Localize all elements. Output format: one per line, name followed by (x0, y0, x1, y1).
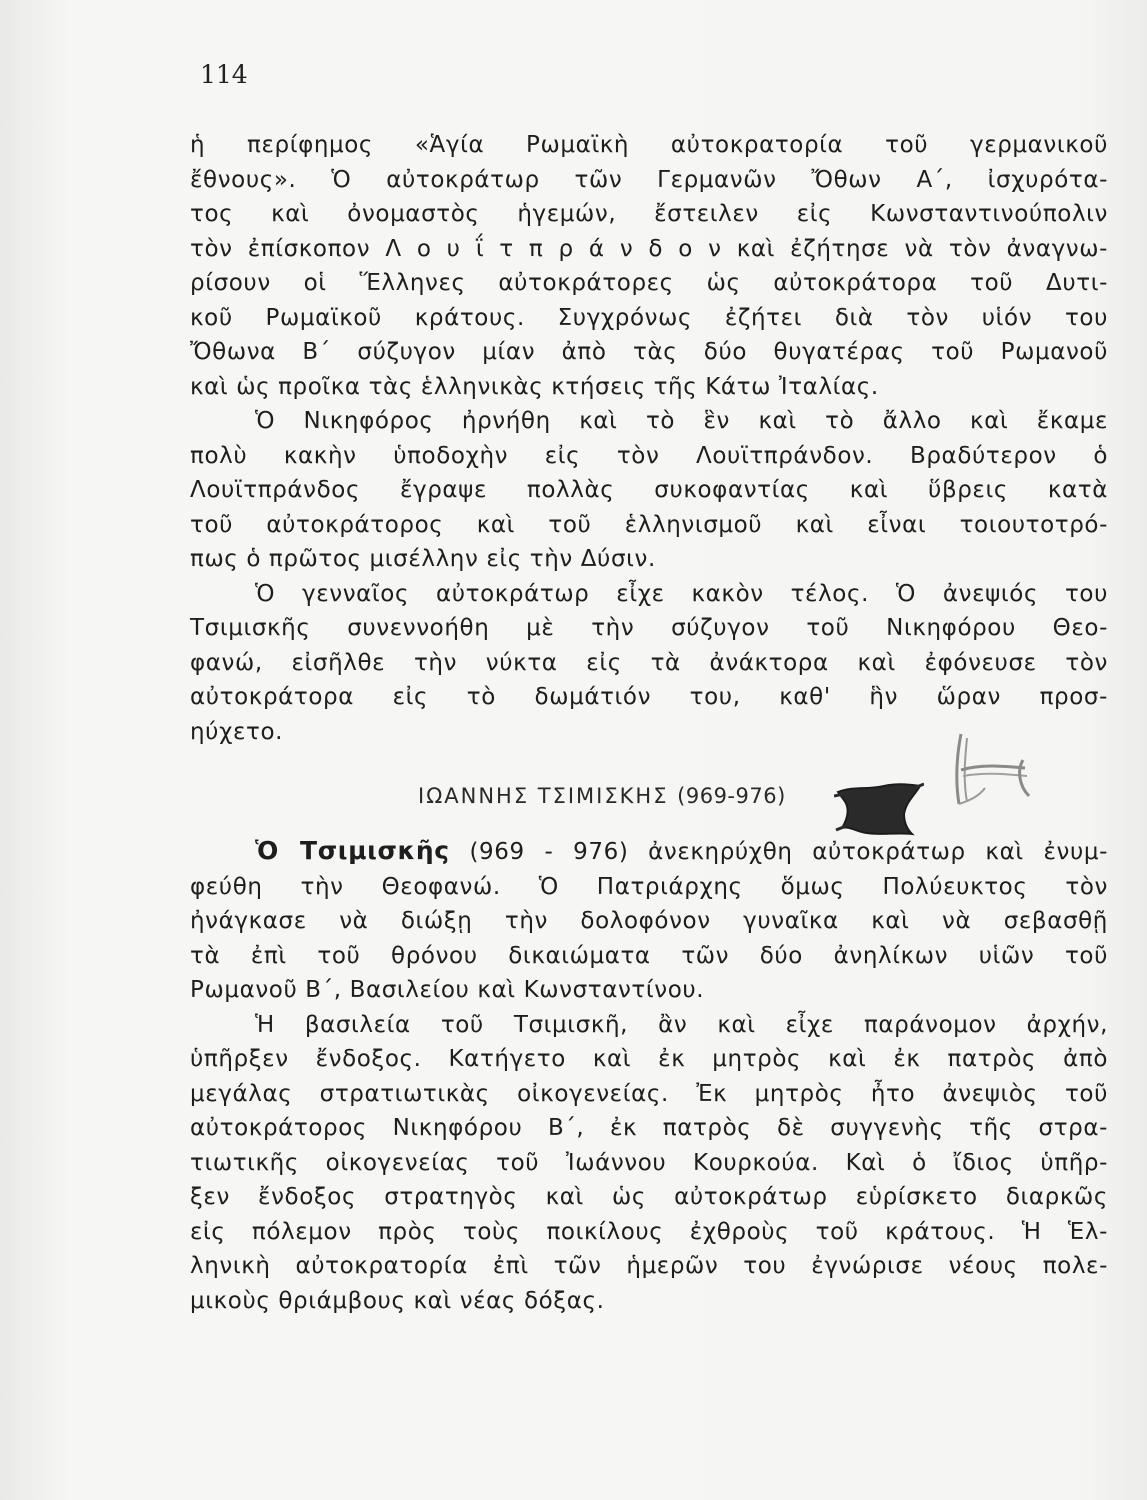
text-line: πως ὁ πρῶτος μισέλλην εἰς τὴν Δύσιν. (190, 546, 656, 572)
paragraph-first-line: Ὁ Νικηφόρος ἠρνήθη καὶ τὸ ἓν καὶ τὸ ἄλλο καὶ ἔκαμε (255, 408, 1108, 434)
text-line: Ὄθωνα Β΄ σύζυγον μίαν ἀπὸ τὰς δύο θυγατέρας τοῦ Ρωμανοῦ (190, 339, 1108, 365)
text-line: φανώ, εἰσῆλθε τὴν νύκτα εἰς τὰ ἀνάκτορα καὶ ἐφόνευσε τὸν (190, 649, 1108, 676)
text-line: τοῦ αὐτοκράτορος καὶ τοῦ ἑλληνισμοῦ καὶ εἶναι τοιουτοτρό- (190, 511, 1108, 538)
text-line: ὑπῆρξεν ἔνδοξος. Κατήγετο καὶ ἐκ μητρὸς καὶ ἐκ πατρὸς ἀπὸ (190, 1046, 1108, 1072)
text-line: αὐτοκράτορος Νικηφόρου Β΄, ἐκ πατρὸς δὲ συγγενὴς τῆς στρα- (190, 1115, 1108, 1141)
text-line: ἡ περίφημος «Ἁγία Ρωμαϊκὴ αὐτοκρατορία τοῦ γερμανικοῦ (190, 132, 1108, 158)
text-line: μικοὺς θριάμβους καὶ νέας δόξας. (190, 1287, 605, 1314)
lead-line-rest: (969 - 976) ἀνεκηρύχθη αὐτοκράτωρ καὶ ἐνυμ- (449, 839, 1108, 865)
text-line: τὰ ἐπὶ τοῦ θρόνου δικαιώματα τῶν δύο ἀνηλίκων υἱῶν τοῦ (190, 942, 1108, 969)
text-line: τος καὶ ὀνομαστὸς ἡγεμών, ἔστειλεν εἰς Κωνσταντινούπολιν (190, 201, 1108, 227)
paragraph-first-line: Ὁ γενναῖος αὐτοκράτωρ εἶχε κακὸν τέλος. Ὁ ἀνεψιός του (255, 580, 1108, 607)
text-line: Ρωμανοῦ Β΄, Βασιλείου καὶ Κωνσταντίνου. (190, 977, 705, 1003)
text-line: ἔθνους». Ὁ αὐτοκράτωρ τῶν Γερμανῶν Ὄθων Α΄, ἰσχυρότα- (190, 166, 1108, 193)
pencil-bracket-sketch-icon (945, 730, 1035, 810)
section-heading (418, 784, 786, 808)
text-line: Τσιμισκῆς συνεννοήθη μὲ τὴν σύζυγον τοῦ Νικηφόρου Θεο- (190, 615, 1108, 641)
text-line: ληνικὴ αὐτοκρατορία ἐπὶ τῶν ἡμερῶν του ἐγνώρισε νέους πολε- (190, 1253, 1108, 1279)
body-text-section-1 (190, 128, 1108, 749)
text-line: τὸν ἐπίσκοπον Λ ο υ ΐ τ π ρ ά ν δ ο ν καὶ ἐζήτησε νὰ τὸν ἀναγνω- (190, 235, 1108, 262)
text-line: αὐτοκράτορα εἰς τὸ δωμάτιόν του, καθ' ἣν ὥραν προσ- (190, 684, 1108, 710)
body-text-section-2 (190, 834, 1108, 1318)
text-line: ηύχετο. (190, 718, 284, 745)
text-line: τιωτικῆς οἰκογενείας τοῦ Ἰωάννου Κουρκούα. Καὶ ὁ ἴδιος ὑπῆρ- (190, 1149, 1108, 1176)
text-line: μεγάλας στρατιωτικὰς οἰκογενείας. Ἐκ μητρὸς ἦτο ἀνεψιὸς τοῦ (190, 1080, 1108, 1107)
text-line: φεύθη τὴν Θεοφανώ. Ὁ Πατριάρχης ὅμως Πολύευκτος τὸν (190, 873, 1108, 900)
ink-scribble-icon (834, 770, 924, 840)
text-line: κοῦ Ρωμαϊκοῦ κράτους. Συγχρόνως ἐζήτει διὰ τὸν υἱόν του (190, 304, 1108, 331)
text-line: Λουϊτπράνδος ἔγραψε πολλὰς συκοφαντίας καὶ ὕβρεις κατὰ (190, 477, 1108, 503)
text-line: εἰς πόλεμον πρὸς τοὺς ποικίλους ἐχθροὺς τοῦ κράτους. Ἡ Ἑλ- (190, 1218, 1108, 1245)
text-line: ξεν ἔνδοξος στρατηγὸς καὶ ὡς αὐτοκράτωρ εὑρίσκετο διαρκῶς (190, 1184, 1108, 1210)
paragraph-first-line: Ἡ βασιλεία τοῦ Τσιμισκῆ, ἂν καὶ εἶχε παράνομον ἀρχήν, (255, 1011, 1108, 1038)
text-line: πολὺ κακὴν ὑποδοχὴν εἰς τὸν Λουϊτπράνδον. Βραδύτερον ὁ (190, 442, 1108, 469)
text-line: ἠνάγκασε νὰ διώξῃ τὴν δολοφόνον γυναῖκα καὶ νὰ σεβασθῇ (190, 908, 1108, 934)
text-line: καὶ ὡς προῖκα τὰς ἑλληνικὰς κτήσεις τῆς Κάτω Ἰταλίας. (190, 373, 879, 400)
section-heading-dates: (969-976) (677, 784, 786, 808)
section-heading-title: ΙΩΑΝΝΗΣ ΤΣΙΜΙΣΚΗΣ (418, 784, 669, 808)
text-line: ρίσουν οἱ Ἕλληνες αὐτοκράτορες ὡς αὐτοκράτορα τοῦ Δυτι- (190, 270, 1108, 296)
emphasized-name: Ὁ Τσιμισκῆς (255, 836, 450, 865)
page-number: 114 (200, 60, 248, 89)
paragraph-first-line (190, 834, 1108, 870)
